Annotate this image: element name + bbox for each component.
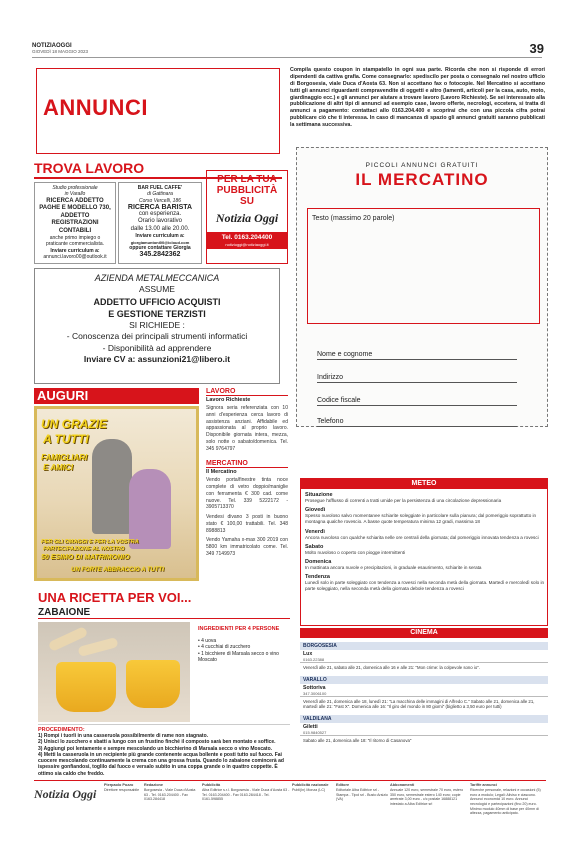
procedure-step: 1) Rompi i tuorli in una casseruola possibilmente di rame non stagnato.: [38, 733, 209, 739]
lavoro-subheading: Lavoro Richieste: [206, 395, 288, 403]
azienda-line: - Disponibilità ad apprendere: [102, 342, 212, 353]
ad-line: REGISTRAZIONI: [51, 220, 99, 226]
cinema-phone: 015.9840527: [300, 730, 548, 736]
dessert-cup: [56, 662, 116, 712]
header-rule: [32, 57, 542, 58]
promo-line: PUBBLICITÀ: [216, 185, 278, 196]
cinema-listings: [300, 640, 548, 746]
auguri-text: E AMICI: [43, 463, 73, 472]
meteo-text: Prosegue l'afflusso di correnti a tratti umide per la persistenza di una circolazione depressionaria: [305, 498, 502, 503]
cinema-city: VALDILANA: [300, 715, 548, 723]
colophon: [34, 780, 546, 816]
colophon-heading: Pubblicità nazionale: [292, 783, 329, 787]
coupon-text-label: Testo (massimo 20 parole): [312, 215, 395, 222]
colophon-heading: Abbonamenti: [390, 783, 415, 787]
mercatino-item: Vendesi divano 3 posti in buono stato € 100,00 trattabili. Tel. 348 8988813: [206, 514, 288, 534]
azienda-line: SI RICHIEDE :: [129, 319, 185, 330]
auguri-text: 50 ESIMO DI MATRIMONIO: [41, 554, 130, 561]
advertising-promo: [206, 170, 288, 264]
field-label: Indirizzo: [317, 374, 344, 381]
ricetta-dish: ZABAIONE: [38, 607, 91, 618]
azienda-line: AZIENDA METALMECCANICA: [94, 273, 220, 283]
ricetta-title: UNA RICETTA PER VOI...: [38, 590, 192, 605]
cinema-phone: 0163.22388: [300, 657, 548, 663]
procedure-title: PROCEDIMENTO:: [38, 727, 85, 733]
ad-line: Orario lavorativo: [137, 218, 182, 225]
ad-line: RICERCA ADDETTO: [46, 197, 104, 204]
azienda-line: ASSUME: [139, 284, 175, 295]
job-ad-azienda: [34, 268, 280, 384]
auguri-text: PER GLI OMAGGI E PER LA VOSTRA: [41, 539, 139, 545]
procedure-step: 2) Unisci lo zucchero e sbatti a lungo con un frustino finché il composto sarà ben montato e soffice.: [38, 739, 276, 746]
ad-line: BAR FUEL CAFFE': [137, 185, 183, 191]
cinema-name: Giletti: [303, 723, 318, 730]
ad-line: dalle 13.00 alle 20.00.: [130, 225, 190, 232]
ad-line: Studio professionale: [52, 185, 98, 191]
ricetta-rule: [38, 618, 290, 619]
annunci-title: ANNUNCI: [43, 95, 148, 120]
publication-date: GIOVEDÌ 18 MAGGIO 2023: [32, 49, 89, 54]
cinema-schedule: Venerdì alle 21, sabato alle 21, domenica alle 16 e alle 21: "Mon crime: la colpevole sono io".: [303, 665, 480, 670]
cinema-city: VARALLO: [300, 676, 548, 684]
ingredients-title: INGREDIENTI PER 4 PERSONE: [198, 626, 280, 632]
ad-line: Inviare curriculum a:: [50, 247, 100, 254]
coupon-name-field[interactable]: [317, 351, 517, 360]
auguri-text: FAMIGLIARI: [41, 453, 88, 462]
meteo-day: Sabato: [305, 543, 324, 550]
procedure-step: 4) Metti la casseruola in un recipiente più grande contenente acqua bollente e posti tutto sul fuoco. Fai cuocere mescolando continuamente la crema con una grossa frusta. Quando lo zabaione comincerà ad ispessire gonfiandosi, toglilo dal fuoco e versalo subito in una coppa grande o in quattro coppette. È ottimo sia caldo che freddo.: [38, 751, 284, 777]
mercatino-subheading: Il Mercatino: [206, 467, 288, 475]
meteo-day: Tendenza: [305, 574, 330, 581]
notizia-oggi-logo: Notizia Oggi: [215, 211, 279, 225]
ricetta-ingredients: INGREDIENTI PER 4 PERSONE • 4 uova • 4 cucchiai di zucchero • 1 bicchiere di Marsala secco o vino Moscato: [198, 626, 288, 663]
azienda-line: - Conoscenza dei principali strumenti informatici: [66, 331, 248, 342]
colophon-heading: Tariffe annunci: [470, 783, 497, 787]
auguri-text: UN GRAZIE: [41, 417, 107, 431]
ad-line: oppure contattare Giorgia: [129, 244, 191, 251]
coupon-address-field[interactable]: [317, 374, 517, 383]
meteo-day: Giovedì: [305, 507, 326, 514]
promo-phone: Tel. 0163.204400: [207, 232, 287, 242]
ad-phone: 345.2842362: [139, 250, 181, 258]
ingredient: 1 bicchiere di Marsala secco o vino Moscato: [198, 650, 279, 663]
lavoro-ad-text: Signora seria referenziata con 10 anni d'esperienza cerca lavoro di assistenza anziani. Affidabile ed appassionata al proprio lavoro. Disponibile giornata intera, mezza, solo notte o sabato/domenica. Tel. 345 9764797: [206, 405, 288, 452]
procedure-step: 3) Aggiungi poi lentamente e sempre mescolando un bicchierino di Marsala secco o vino Moscato.: [38, 745, 273, 752]
colophon-text: Ricerche personale, relazioni e occasioni (5) euro a modulo; Legali: Aliviso e ciascuno. Annunci economici 10 euro. Annunci necrologici e partecipazioni (fino 20) euro. Minimo modulo 40mm di base per 40mm di altezza, pagamento anticipato.: [470, 787, 541, 816]
zabaione-photo: [38, 622, 190, 722]
cinema-schedule: Sabato alle 21, domenica alle 18: "Il ritorno di Casanova": [303, 737, 412, 743]
colophon-text: Publi(In) Monza (LC): [292, 787, 326, 792]
colophon-heading: Pierpaolo Pozzo: [104, 783, 134, 787]
ad-line: PAGHE E MODELLO 730,: [39, 205, 111, 211]
meteo-text: Ancora nuvoloso con qualche schiarita nelle ore centrali della giornata; dal pomeriggio innovata tendenza a rovesci: [305, 534, 539, 540]
ingredient: 4 uova: [201, 638, 217, 644]
mercatino-item: Vendo porta/finestre tinta noce complete di vetro doppio/maniglie con ferramenta € 300 cad. come nuove. Tel. 339 5222172 - 3905713370: [206, 477, 288, 511]
ad-line: ADDETTO: [60, 212, 90, 219]
ad-email[interactable]: giorgiamuntoni00@icloud.com: [130, 239, 190, 245]
coupon-tax-code-field[interactable]: [317, 397, 517, 406]
meteo-day: Situazione: [305, 492, 333, 498]
mercatino-item: Vendo Yamaha x-max 300 2019 con 5800 km immatricolato come. Tel. 349 7149973: [206, 537, 288, 557]
colophon-text: Alba Editrice s.r.l. Borgosesia - Viale Duca d'Aosta 63 - Tel. 0163.204400 - Fax 0163.284418 - Tel. 0161.598855: [202, 787, 290, 802]
meteo-forecast: [305, 492, 545, 593]
trova-lavoro-title: TROVA LAVORO: [34, 160, 145, 176]
promo-email[interactable]: notizioggi@notiziaoggi.it: [207, 242, 287, 249]
job-ad-studio: [34, 182, 116, 264]
lavoro-heading: LAVORO: [206, 388, 236, 395]
ad-line: in Varallo: [64, 191, 86, 198]
meteo-text: Spesso nuvoloso salvo momentanee schiarite soleggiate in particolare sulla pianura; dal pomeriggio soprattutto in montagna qualche rovescio. A basse quote temperatura minima 12 gradi, massima 18: [305, 513, 537, 525]
coupon-instructions: Compila questo coupon in stampatello in ogni sua parte. Ricorda che non si risponde di errori dipendenti da cattiva grafia. Come consegnarlo: spedisciIo per posta o consegnalo nel nostro ufficio di Borgosesia, viale Duca d'Aosta 63. Non si accettano fax o fotocopie. Nel Mercatino si accettano tutti gli annunci riguardanti compravendite di oggetti e altro (lamenti, articoli per la casa, auto, moto, giardinaggio ecc.) e gli annunci per aiutare a trovare lavoro (Lavoro Richieste). Se sei interessato alla pubblicazione di altri tipi di annunci ad esempio case, lavoro offerte, necrologi, eccetera, si tratta di annunci a pagamento: contattaci allo 0163.204.400 e scoprirai che con una piccola cifra potrai pubblicare ciò che ti interessa. In caso di mancanza di spazio gli annunci gratuiti saranno pubblicati la settimana successiva.: [290, 67, 545, 128]
field-label: Nome e cognome: [317, 351, 373, 358]
auguri-photo: [34, 406, 199, 581]
colophon-text: Annuale 120 euro, semestrale 70 euro, estero 350 euro, semestrale estero 140 euro; copie arretrate 3,00 euro - c/c postale 16888121 intestato a Alba Editrice srl: [390, 787, 464, 806]
masthead: [32, 43, 88, 54]
meteo-text: Molto nuvoloso o coperto con piogge intermittenti: [305, 549, 406, 555]
field-label: Codice fiscale: [317, 397, 361, 404]
colophon-text: Editoriale Alba Editrice srl - Stampa - Tipol srl - Busto Arsizio (VA): [336, 787, 388, 802]
colophon-heading: Editore: [336, 783, 350, 787]
biscuit-shape: [77, 637, 118, 657]
dessert-cup: [126, 660, 180, 708]
ad-line: RICERCA BARISTA: [127, 203, 193, 211]
meteo-day: Venerdì: [305, 528, 325, 535]
photo-person-man: [92, 439, 132, 534]
azienda-contact[interactable]: Inviare CV a: assunzioni21@libero.it: [83, 354, 231, 365]
ad-email[interactable]: annunci.lavoro00@outlook.it: [43, 253, 107, 260]
ad-line: di Gattinara: [147, 191, 173, 198]
coupon-phone-field[interactable]: [317, 418, 517, 427]
ingredient: 4 cucchiai di zucchero: [201, 644, 251, 651]
cinema-name: Lux: [303, 651, 313, 657]
job-ad-bar: [118, 182, 202, 264]
meteo-box: [300, 478, 548, 626]
footer-logo: Notizia Oggi: [34, 787, 97, 801]
field-label: Telefono: [317, 418, 344, 425]
ad-line: Corso Vercelli, 186: [138, 197, 182, 204]
ricetta-procedure: [38, 724, 290, 778]
cinema-name: Sottoriva: [303, 684, 326, 691]
colophon-text: Direttore responsabile: [104, 787, 140, 792]
annunci-box: [36, 68, 280, 154]
cinema-city: BORGOSESIA: [300, 642, 548, 650]
promo-line: PER LA TUA: [217, 174, 277, 185]
cinema-schedule: Venerdì alle 21, domenica alle 18, lunedì 21: "La macchina delle immagini di Alfredo C." Sabato alle 21, domenica alle 21, martedì alle 21: "Fast X". Domenica alle 16: "Il giro del mondo in 80 giorni" (biglietto a 3,50 euro per tutti): [303, 698, 535, 710]
mercatino-subtitle: PICCOLI ANNUNCI GRATUITI: [365, 162, 479, 169]
publication-name: NOTIZIAOGGI: [32, 43, 72, 49]
ad-line: CONTABILI: [58, 227, 92, 234]
auguri-title: AUGURI: [34, 388, 199, 404]
ad-line: praticante commercialista.: [45, 241, 105, 248]
meteo-title: METEO: [301, 479, 547, 489]
colophon-heading: Pubblicità: [202, 783, 221, 787]
classified-column: [206, 388, 288, 561]
colophon-heading: Redazione: [144, 783, 163, 787]
mercatino-heading: MERCATINO: [206, 460, 248, 468]
ad-line: con esperienza.: [138, 210, 182, 217]
auguri-text: A TUTTI: [43, 432, 89, 446]
azienda-line: ADDETTO UFFICIO ACQUISTI: [93, 296, 221, 307]
auguri-text: PARTECIPAZIONE AL NOSTRO: [43, 546, 125, 552]
cinema-phone: 347.3006100: [300, 691, 548, 697]
mercatino-title: IL MERCATINO: [355, 170, 489, 189]
cinema-title: CINEMA: [300, 628, 548, 638]
auguri-text: UN FORTE ABBRACCIO A TUTTI: [71, 567, 164, 573]
photo-person-woman: [129, 469, 171, 549]
ad-line: anche primo impiego o: [49, 235, 101, 241]
ad-line: Inviare curriculum a:: [135, 233, 185, 240]
mercatino-coupon: [296, 147, 548, 427]
meteo-day: Domenica: [305, 558, 332, 565]
colophon-text: Borgosesia - Viale Duca d'Aosta 63 - Tel. 0163.204400 - Fax 0163.284418: [144, 787, 196, 802]
coupon-text-area[interactable]: [307, 208, 540, 324]
meteo-text: Lunedì solo in parte soleggiato con tendenza a rovesci nella seconda metà della giornata. Martedì e mercoledì solo in parte soleggiato, nella seconda metà della giornata debole tendenza a rovesci: [305, 580, 545, 592]
azienda-line: E GESTIONE TERZISTI: [108, 308, 206, 319]
meteo-text: In mattinata ancora nuvole e precipitazioni, in graduale esaurimento, schiarite in serata: [305, 564, 482, 570]
promo-line: SU: [240, 196, 254, 207]
page-number: 39: [529, 41, 544, 56]
